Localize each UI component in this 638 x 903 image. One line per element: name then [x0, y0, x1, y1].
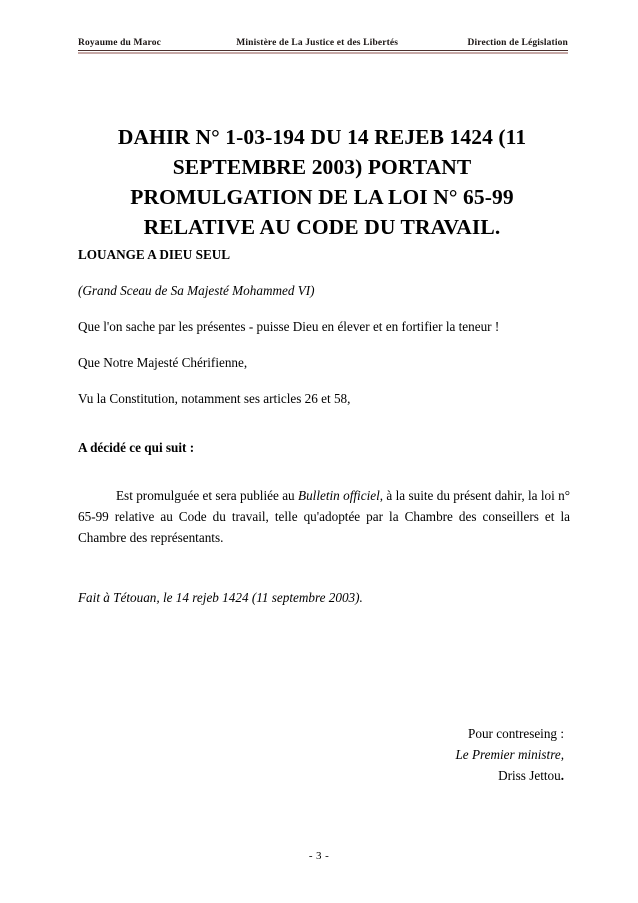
page-title-line-4: RELATIVE AU CODE DU TRAVAIL. [143, 215, 501, 240]
header-kingdom-label: Royaume du Maroc [78, 38, 161, 48]
promulgation-segment-1: Est promulguée et sera publiée au [116, 488, 299, 503]
paragraph-constitution: Vu la Constitution, notamment ses articles 26 et 58, [78, 391, 351, 406]
signatory-name-punctuation: . [560, 768, 564, 783]
praise-line: LOUANGE A DIEU SEUL [78, 247, 231, 262]
paragraph-proclamation: Que l'on sache par les présentes - puisse Dieu en élever et en fortifier la teneur ! [78, 319, 500, 334]
header-divider-rule [78, 50, 568, 54]
promulgation-bulletin-officiel: Bulletin officiel [298, 488, 380, 503]
signature-block [320, 723, 570, 786]
page-footer [0, 850, 638, 862]
paragraph-promulgation [78, 485, 570, 548]
signatory-name-text: Driss Jettou [498, 768, 561, 783]
document-header-row [78, 38, 568, 48]
royal-seal-line: (Grand Sceau de Sa Majesté Mohammed VI) [78, 283, 315, 298]
page-title-line-3: PROMULGATION DE LA LOI N° 65-99 [130, 185, 514, 210]
decision-line: A décidé ce qui suit : [78, 440, 195, 455]
header-ministry-label: Ministère de La Justice et des Libertés [236, 38, 399, 48]
signatory-role: Le Premier ministre, [455, 747, 564, 762]
page-title-line-2: SEPTEMBRE 2003) PORTANT [172, 155, 472, 180]
page-number: - 3 - [308, 850, 330, 862]
page-title [72, 122, 572, 242]
page-title-line-1: DAHIR N° 1-03-194 DU 14 REJEB 1424 (11 [117, 125, 527, 150]
countersign-label: Pour contreseing : [468, 726, 564, 741]
document-header [78, 38, 568, 54]
paragraph-majesty: Que Notre Majesté Chérifienne, [78, 355, 248, 370]
promulgation-segment-2: , à la suite du présent dahir, la loi n° 65-99 relative au Code du travail, telle qu'adoptée par la Chambre des conseillers et la Chambre des représentants. [78, 488, 570, 545]
signatory-name [320, 765, 564, 786]
place-and-date-line: Fait à Tétouan, le 14 rejeb 1424 (11 septembre 2003). [78, 590, 363, 605]
document-body [78, 245, 570, 624]
header-directorate-label: Direction de Législation [467, 38, 568, 48]
